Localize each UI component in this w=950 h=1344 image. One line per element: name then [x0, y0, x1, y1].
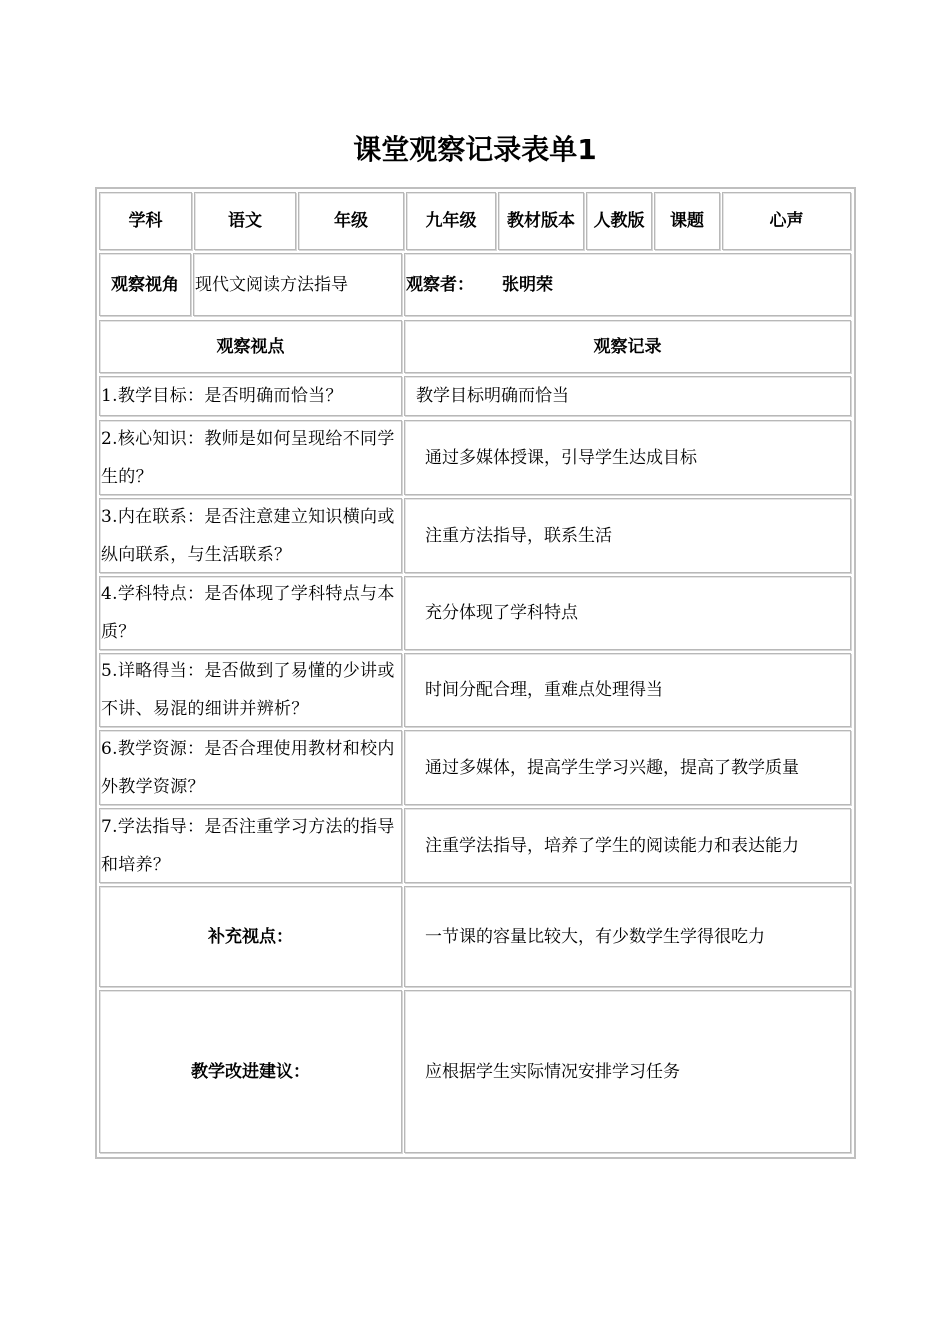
topic-value: 心声 — [722, 192, 851, 250]
observation-point-2: 2.核心知识：教师是如何呈现给不同学生的？ — [99, 420, 402, 495]
observation-record-1: 教学目标明确而恰当 — [404, 376, 851, 416]
perspective-value: 现代文阅读方法指导 — [193, 253, 402, 316]
grade-label: 年级 — [298, 192, 404, 250]
observation-point-7: 7.学法指导：是否注重学习方法的指导和培养？ — [99, 808, 402, 883]
observation-point-5: 5.详略得当：是否做到了易懂的少讲或不讲、易混的细讲并辨析？ — [99, 653, 402, 727]
observation-record-6: 通过多媒体，提高学生学习兴趣，提高了教学质量 — [404, 730, 851, 805]
column-header-points: 观察视点 — [99, 320, 402, 373]
perspective-label: 观察视角 — [99, 253, 191, 316]
observation-record-4: 充分体现了学科特点 — [404, 576, 851, 650]
subject-label: 学科 — [99, 192, 192, 250]
observer-name: 张明荣 — [502, 274, 553, 295]
observation-point-6: 6.教学资源：是否合理使用教材和校内外教学资源？ — [99, 730, 402, 805]
observation-point-1: 1.教学目标：是否明确而恰当？ — [99, 376, 402, 416]
observer-label: 观察者： — [406, 274, 474, 295]
suggestion-label: 教学改进建议： — [99, 990, 402, 1153]
textbook-label: 教材版本 — [498, 192, 584, 250]
observation-point-4: 4.学科特点：是否体现了学科特点与本质？ — [99, 576, 402, 650]
observer-cell — [404, 253, 851, 316]
textbook-value: 人教版 — [586, 192, 652, 250]
supplement-label: 补充视点： — [99, 886, 402, 987]
observation-record-5: 时间分配合理，重难点处理得当 — [404, 653, 851, 727]
suggestion-value: 应根据学生实际情况安排学习任务 — [404, 990, 851, 1153]
topic-label: 课题 — [654, 192, 720, 250]
observation-point-3: 3.内在联系：是否注意建立知识横向或纵向联系，与生活联系？ — [99, 498, 402, 573]
observation-record-7: 注重学法指导，培养了学生的阅读能力和表达能力 — [404, 808, 851, 883]
subject-value: 语文 — [194, 192, 296, 250]
supplement-value: 一节课的容量比较大，有少数学生学得很吃力 — [404, 886, 851, 987]
observation-record-2: 通过多媒体授课，引导学生达成目标 — [404, 420, 851, 495]
page-title: 课堂观察记录表单1 — [353, 133, 597, 166]
grade-value: 九年级 — [406, 192, 496, 250]
column-header-records: 观察记录 — [404, 320, 851, 373]
observation-record-3: 注重方法指导，联系生活 — [404, 498, 851, 573]
